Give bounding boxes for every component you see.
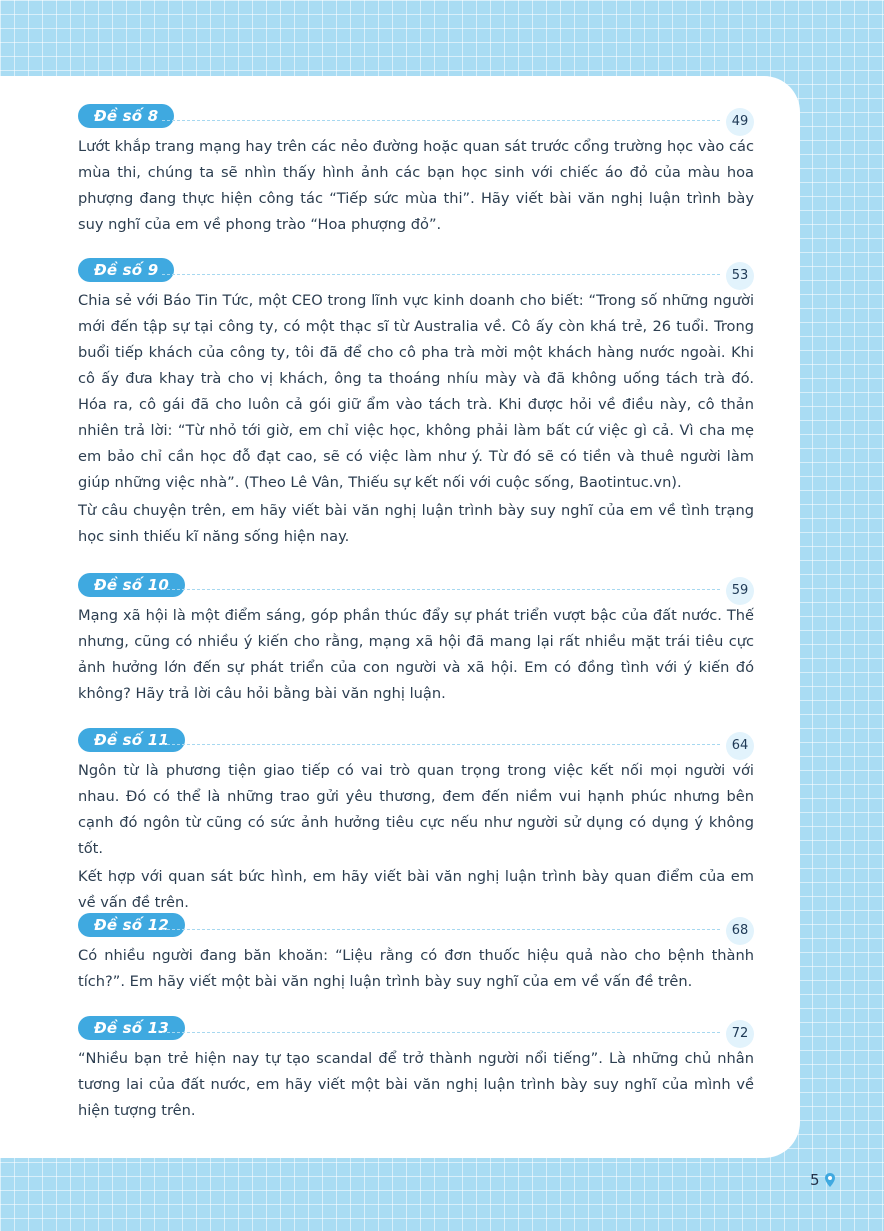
section-paragraph: Từ câu chuyện trên, em hãy viết bài văn nghị luận trình bày suy nghĩ của em về tình trạng học sinh thiếu kĩ năng sống hiện nay. (78, 502, 754, 545)
dashed-divider (162, 1032, 720, 1033)
section-title-badge: Đề số 11 (78, 728, 185, 752)
section-title-badge: Đề số 10 (78, 573, 185, 597)
section-page-number: 68 (726, 917, 754, 945)
section-page-number: 72 (726, 1020, 754, 1048)
section-header (78, 258, 754, 284)
section-paragraph: Chia sẻ với Báo Tin Tức, một CEO trong lĩnh vực kinh doanh cho biết: “Trong số những người mới đến tập sự tại công ty, có một thạc sĩ từ Australia về. Cô ấy còn khá trẻ, 26 tuổi. Trong buổi tiếp khách của công ty, tôi đã để cho cô pha trà mời một khách hàng nước ngoài. Khi cô ấy đưa khay trà cho vị khách, ông ta thoáng nhíu mày và đã không uống tách trà đó. Hóa ra, cô gái đã cho luôn cả gói giữ ẩm vào tách trà. Khi được hỏi về điều này, cô thản nhiên trả lời: “Từ nhỏ tới giờ, em chỉ việc học, không phải làm bất cứ việc gì cả. Vì cha mẹ em bảo chỉ cần học đỗ đạt cao, sẽ có việc làm như ý. Từ đó sẽ có tiền và thuê người làm giúp những việc nhà”. (Theo Lê Vân, Thiếu sự kết nối với cuộc sống, Baotintuc.vn). (78, 292, 754, 491)
section-page-number: 64 (726, 732, 754, 760)
section-title-badge: Đề số 9 (78, 258, 174, 282)
section-header (78, 1016, 754, 1042)
section-header (78, 573, 754, 599)
section-paragraph: Lướt khắp trang mạng hay trên các nẻo đường hoặc quan sát trước cổng trường học vào các mùa thi, chúng ta sẽ nhìn thấy hình ảnh các bạn học sinh với chiếc áo đỏ của màu hoa phượng đang thực hiện công tác “Tiếp sức mùa thi”. Hãy viết bài văn nghị luận trình bày suy nghĩ của em về phong trào “Hoa phượng đỏ”. (78, 138, 754, 233)
section-de-so-13 (78, 1016, 754, 1124)
section-paragraph: Mạng xã hội là một điểm sáng, góp phần thúc đẩy sự phát triển vượt bậc của đất nước. Thế nhưng, cũng có nhiều ý kiến cho rằng, mạng xã hội đã mang lại rất nhiều mặt trái tiêu cực ảnh hưởng lớn đến sự phát triển của con người và xã hội. Em có đồng tình với ý kiến đó không? Hãy trả lời câu hỏi bằng bài văn nghị luận. (78, 607, 754, 702)
page-number: 5 (810, 1171, 820, 1189)
section-paragraph: Kết hợp với quan sát bức hình, em hãy viết bài văn nghị luận trình bày quan điểm của em về vấn đề trên. (78, 868, 754, 911)
section-de-so-12 (78, 913, 754, 995)
section-header (78, 104, 754, 130)
section-page-number: 49 (726, 108, 754, 136)
section-title-badge: Đề số 13 (78, 1016, 185, 1040)
section-header (78, 728, 754, 754)
section-header (78, 913, 754, 939)
section-de-so-10 (78, 573, 754, 707)
dashed-divider (162, 274, 720, 275)
section-de-so-8 (78, 104, 754, 238)
section-paragraph: Ngôn từ là phương tiện giao tiếp có vai trò quan trọng trong việc kết nối mọi người với nhau. Đó có thể là những trao gửi yêu thương, đem đến niềm vui hạnh phúc nhưng bên cạnh đó ngôn từ cũng có sức ảnh hưởng tiêu cực nếu như người sử dụng có dụng ý không tốt. (78, 762, 754, 857)
section-page-number: 59 (726, 577, 754, 605)
dashed-divider (162, 744, 720, 745)
section-title-badge: Đề số 12 (78, 913, 185, 937)
section-title-badge: Đề số 8 (78, 104, 174, 128)
section-page-number: 53 (726, 262, 754, 290)
section-paragraph: Có nhiều người đang băn khoăn: “Liệu rằng có đơn thuốc hiệu quả nào cho bệnh thành tích?”. Em hãy viết một bài văn nghị luận trình bày suy nghĩ của em về vấn đề trên. (78, 947, 754, 990)
dashed-divider (162, 589, 720, 590)
location-pin-icon (824, 1172, 836, 1188)
dashed-divider (162, 120, 720, 121)
section-de-so-11 (78, 728, 754, 916)
section-paragraph: “Nhiều bạn trẻ hiện nay tự tạo scandal để trở thành người nổi tiếng”. Là những chủ nhân tương lai của đất nước, em hãy viết một bài văn nghị luận trình bày suy nghĩ của mình về hiện tượng trên. (78, 1050, 754, 1119)
section-de-so-9 (78, 258, 754, 550)
dashed-divider (162, 929, 720, 930)
